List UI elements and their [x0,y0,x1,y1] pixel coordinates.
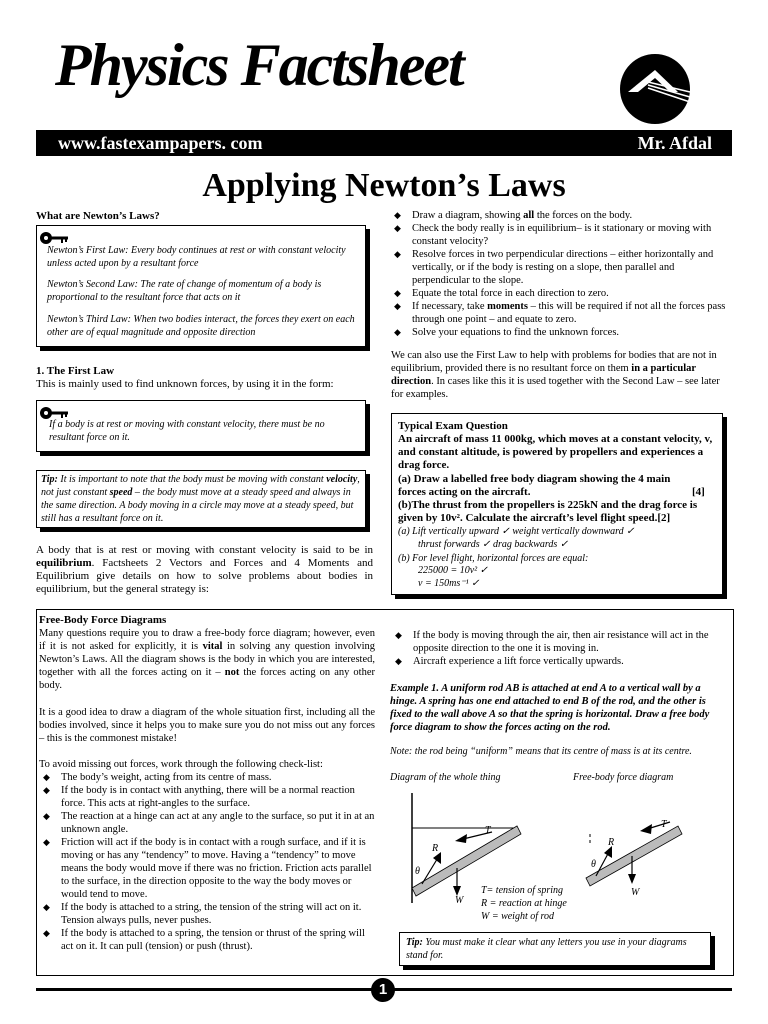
list-item: ◆ If the body is attached to a spring, the tension or thrust of the spring will act on it. It can pull (tension) or push (thrust). [39,927,377,953]
velocity-tip-text [41,473,361,525]
theta-label-2: θ [591,859,596,870]
eq-text-1: A body that is at rest or moving with constant velocity is said to be in [36,544,373,556]
exam-heading: Typical Exam Question [398,420,508,432]
first-law-intro: This is mainly used to find unknown forces, by using it in the form: [36,378,334,390]
non-eq-text-2: . In cases like this it is used together with the Second Law – see later for examples. [391,376,720,400]
laws-question-heading: What are Newton’s Laws? [36,210,160,222]
tip-bold-speed: speed [109,487,133,498]
factsheet-logo-icon [618,52,692,126]
exam-question-box [391,413,723,595]
non-equilibrium-paragraph [391,349,733,401]
answer-b-line3: v = 150ms⁻¹ ✓ [418,578,480,589]
page-headline: Applying Newton’s Laws [202,167,566,204]
second-law-text: Newton’s Second Law: The rate of change of momentum of a body is proportional to the resultant force that acts on it [47,279,322,303]
example-1-text: Example 1. A uniform rod AB is attached at end A to a vertical wall by a hinge. A spring has one end attached to end B of the rod, and the other is fixed to the wall above A so that the spring is horizontal. Draw a free body force diagram to show the forces acting on the rod. [390,683,710,733]
reaction-label-1: R [432,843,439,854]
force-legend [481,884,567,923]
letters-tip-text [406,936,706,962]
reaction-label-2: R [608,837,615,848]
weight-label-2: W [631,887,640,898]
legend-item: R = reaction at hinge [481,898,567,909]
free-body-section [36,609,734,976]
laws-box [36,225,366,347]
tension-label-2: T [661,819,667,830]
legend-item: T= tension of spring [481,885,564,896]
list-item: ◆ Resolve forces in two perpendicular directions – either horizontally and vertically, or if the body is resting on a slope, then parallel and perpendicular to the slope. [390,248,732,287]
list-item: ◆ Draw a diagram, showing all the forces on the body. [390,209,732,222]
first-law-box [36,400,366,452]
eq-bold: equilibrium [36,557,92,569]
exam-part-b: (b)The thrust from the propellers is 225kN and the drag force is given by 10v². Calculate the aircraft’s level flight speed.[2] [398,499,698,524]
tip-label: Tip: [41,474,58,485]
letters-tip-box [399,932,711,966]
strategy-list [390,209,732,339]
diagram-fbd-label: Free-body force diagram [573,772,674,783]
fbd-right-list [391,629,731,668]
theta-label-1: θ [415,866,420,877]
fbd-heading: Free-Body Force Diagrams [39,614,167,626]
author-label: Mr. Afdal [637,133,712,153]
list-item: ◆ Aircraft experience a lift force vertically upwards. [391,655,731,668]
page-number: 1 [371,978,395,1002]
list-item: ◆ Equate the total force in each direction to zero. [390,287,732,300]
tip-bold-velocity: velocity [326,474,358,485]
list-item: ◆ Solve your equations to find the unknown forces. [390,326,732,339]
list-item: ◆ Check the body really is in equilibrium– is it stationary or moving with constant velocity? [390,222,732,248]
fbd-checklist [39,771,377,953]
tip-label: Tip: [406,937,423,948]
list-item: ◆ If the body is in contact with anything, there will be a normal reaction force. This acts at right-angles to the surface. [39,784,377,810]
website-label[interactable]: www.fastexampapers. com [58,133,263,153]
legend-item: W = weight of rod [481,911,555,922]
tip-text-2: , not just constant [41,474,360,498]
header-bar [36,130,732,156]
uniform-note: Note: the rod being “uniform” means that its centre of mass is at its centre. [390,746,692,757]
tip-text-3: – the body must move at a steady speed and always in the same direction. A body moving in a circle may move at a steady speed, but still has a resultant force on it. [41,487,354,524]
tip-text-1: It is important to note that the body must be moving with constant [57,474,327,485]
tension-label-1: T [485,825,491,836]
list-item: ◆ The reaction at a hinge can act at any angle to the surface, so put it in at an unknown angle. [39,810,377,836]
weight-label-1: W [455,895,464,906]
list-item: ◆ If the body is attached to a string, the tension of the string will act on it. Tension always pulls, never pushes. [39,901,377,927]
equilibrium-paragraph [36,544,373,596]
eq-text-2: . Factsheets 2 Vectors and Forces and 4 Moments and Equilibrium give details on how to solve problems about bodies in equilibrium, but the general strategy is: [36,557,373,595]
factsheet-title: Physics Factsheet [55,32,463,98]
answer-a-line2: thrust forwards ✓ drag backwards ✓ [418,539,569,550]
third-law-text: Newton’s Third Law: When two bodies interact, the forces they exert on each other are of equal magnitude and opposite direction [47,314,355,338]
first-law-text: Newton’s First Law: Every body continues at rest or with constant velocity unless acted upon by a resultant force [47,245,346,269]
fbd-paragraph-2: It is a good idea to draw a diagram of the whole situation first, including all the bodies involved, since it helps you to make sure you do not miss out any forces – this is the commonest mistake! [39,707,375,744]
exam-part-a-marks: [4] [692,486,705,498]
exam-part-a: (a) Draw a labelled free body diagram showing the 4 main forces acting on the aircraft. [398,473,671,498]
first-law-heading: 1. The First Law [36,365,115,377]
list-item: ◆ Friction will act if the body is in contact with a rough surface, and if it is moving or has any “tendency” to move. Having a “tendency” to move means the body would move if there was no friction. Friction acts parallel to the surface, in the direction opposite to the way the body moves or would tend to move. [39,836,377,901]
fbd-paragraph-1: Many questions require you to draw a free-body force diagram; however, even if it is not asked for explicitly, it is vital in solving any question involving Newton’s Laws. All the diagram shows is the body in which you are interested, together with all the forces acting on it – not the forces acting on any other body. [39,628,375,691]
answer-b-line2: 225000 = 10v² ✓ [418,565,489,576]
velocity-tip-box [36,470,366,528]
fbd-paragraph-3: To avoid missing out forces, work through the following check-list: [39,759,323,770]
first-law-box-text: If a body is at rest or moving with constant velocity, there must be no resultant force on it. [49,419,325,443]
list-item: ◆ If the body is moving through the air, then air resistance will act in the opposite direction to the one it is moving in. [391,629,731,655]
free-body-diagram [582,806,692,896]
answer-b-line1: (b) For level flight, horizontal forces are equal: [398,553,589,564]
non-eq-text-1: We can also use the First Law to help with problems for bodies that are not in equilibrium, provided there is no resultant force on them [391,350,717,374]
tip-text: You must make it clear what any letters you use in your diagrams stand for. [406,937,687,961]
answer-a-line1: (a) Lift vertically upward ✓ weight vertically downward ✓ [398,526,635,537]
non-eq-bold: in a particular direction [391,363,696,387]
exam-question: An aircraft of mass 11 000kg, which moves at a constant velocity, v, and constant altitude, is powered by propellers and experiences a drag force. [398,433,713,471]
diagram-whole-label: Diagram of the whole thing [390,772,501,783]
list-item: ◆ If necessary, take moments – this will be required if not all the forces pass through one point – and equate to zero. [390,300,732,326]
list-item: ◆ The body’s weight, acting from its centre of mass. [39,771,377,784]
